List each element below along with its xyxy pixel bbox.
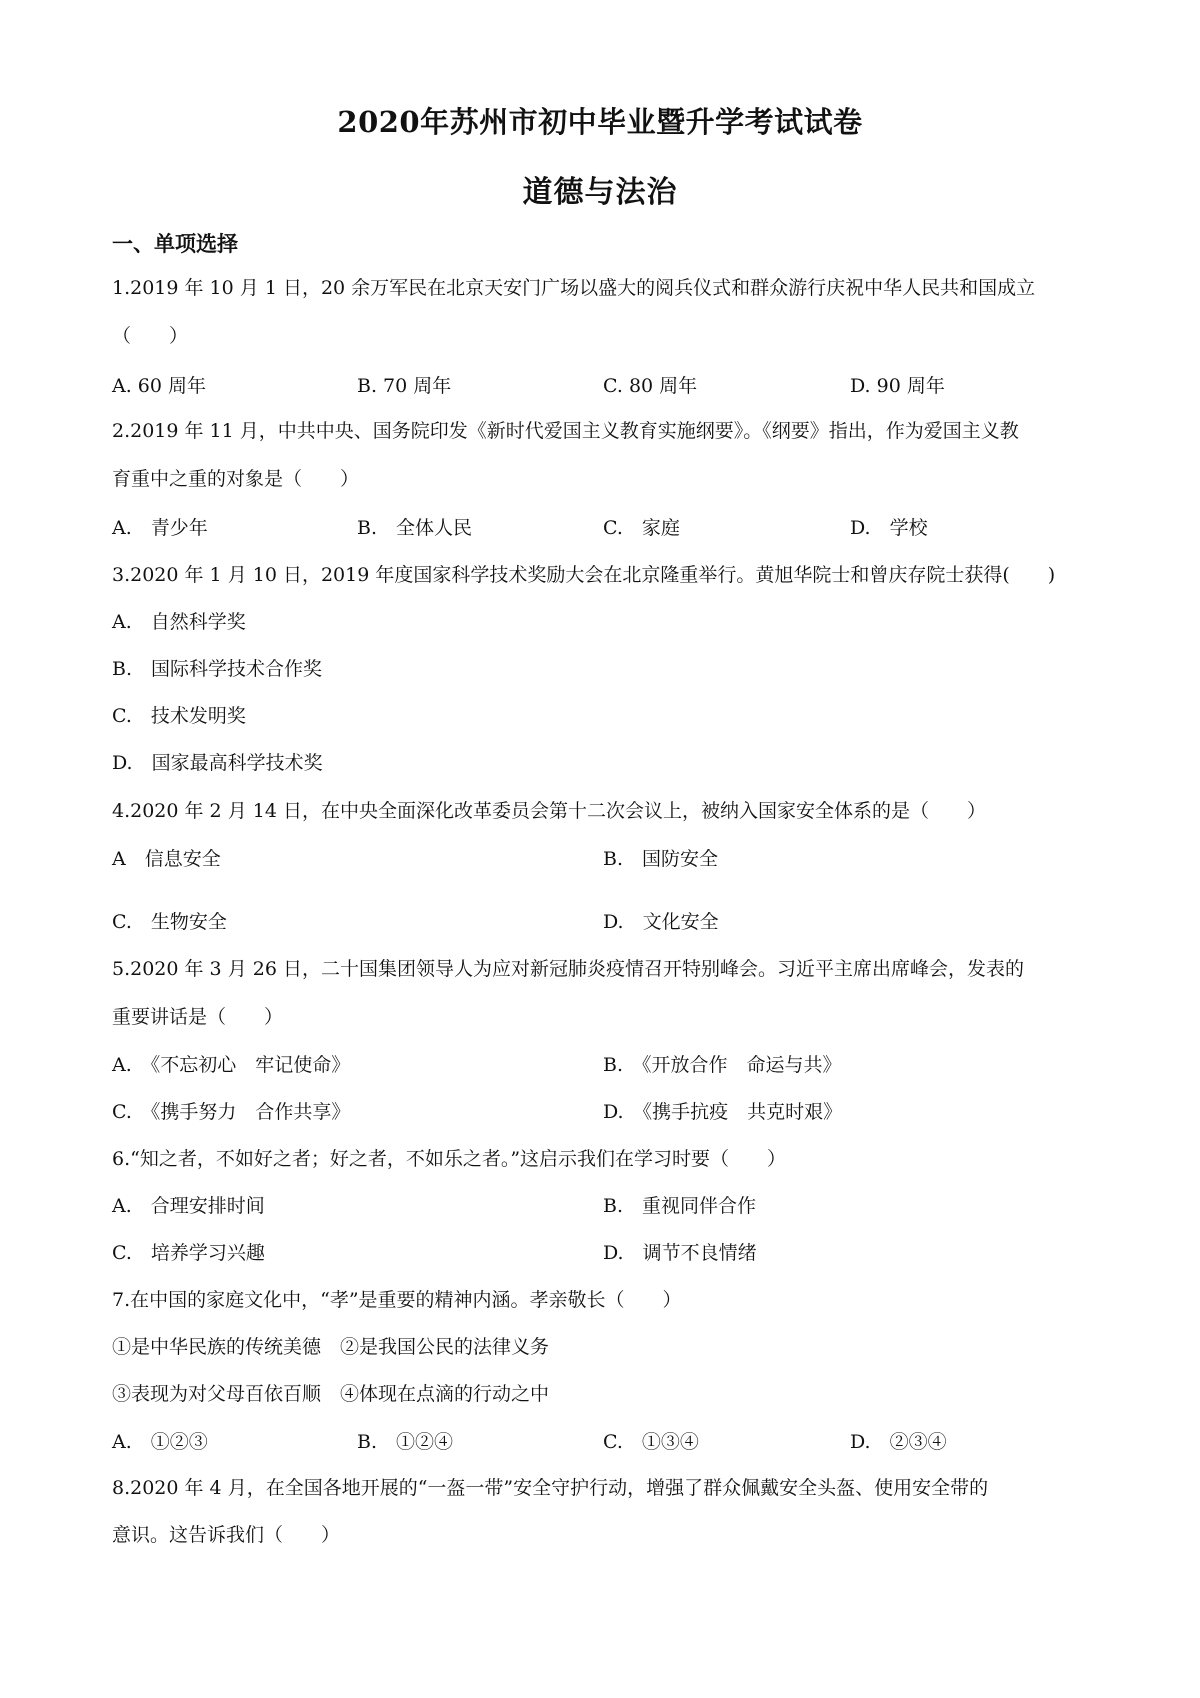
- question-5-option-c: C. 《携手努力 合作共享》: [112, 1101, 351, 1123]
- question-3-option-b: B. 国际科学技术合作奖: [112, 658, 323, 680]
- question-6-stem: 6.“知之者，不如好之者；好之者，不如乐之者。”这启示我们在学习时要（ ）: [112, 1148, 787, 1170]
- question-5-stem-line-2: 重要讲话是（ ）: [112, 1006, 284, 1028]
- question-2-option-d: D. 学校: [850, 517, 928, 539]
- question-1-option-c: C. 80 周年: [603, 375, 698, 397]
- question-8-stem-line-2: 意识。这告诉我们（ ）: [112, 1524, 341, 1546]
- question-2-stem-line-1: 2.2019 年 11 月，中共中央、国务院印发《新时代爱国主义教育实施纲要》。《纲要》指出，作为爱国主义教: [112, 420, 1019, 442]
- question-1-option-d: D. 90 周年: [850, 375, 945, 397]
- exam-title: 2020年苏州市初中毕业暨升学考试试卷: [337, 105, 863, 139]
- question-6-option-d: D. 调节不良情绪: [603, 1242, 757, 1264]
- question-7-option-c: C. ①③④: [603, 1431, 699, 1453]
- question-7-stem-line-1: 7.在中国的家庭文化中，“孝”是重要的精神内涵。孝亲敬长（ ）: [112, 1289, 682, 1311]
- question-3-option-d: D. 国家最高科学技术奖: [112, 752, 323, 774]
- question-5-option-a: A. 《不忘初心 牢记使命》: [112, 1054, 351, 1076]
- question-7-statements-line-2: ③表现为对父母百依百顺 ④体现在点滴的行动之中: [112, 1383, 550, 1405]
- question-4-option-d: D. 文化安全: [603, 911, 719, 933]
- question-1-option-a: A. 60 周年: [112, 375, 207, 397]
- question-8-stem-line-1: 8.2020 年 4 月，在全国各地开展的“一盔一带”安全守护行动，增强了群众佩戴安全头盔、使用安全带的: [112, 1477, 989, 1499]
- question-2-option-c: C. 家庭: [603, 517, 680, 539]
- question-2-option-b: B. 全体人民: [357, 517, 473, 539]
- exam-subject: 道德与法治: [522, 175, 678, 210]
- question-1-option-b: B. 70 周年: [357, 375, 452, 397]
- question-7-option-d: D. ②③④: [850, 1431, 947, 1453]
- question-7-statements-line-1: ①是中华民族的传统美德 ②是我国公民的法律义务: [112, 1336, 550, 1358]
- question-1-stem-line-2: （ ）: [112, 325, 189, 347]
- question-2-option-a: A. 青少年: [112, 517, 208, 539]
- question-5-stem-line-1: 5.2020 年 3 月 26 日，二十国集团领导人为应对新冠肺炎疫情召开特别峰会。习近平主席出席峰会，发表的: [112, 958, 1024, 980]
- question-5-option-d: D. 《携手抗疫 共克时艰》: [603, 1101, 843, 1123]
- section-heading: 一、单项选择: [112, 231, 238, 256]
- question-6-option-b: B. 重视同伴合作: [603, 1195, 757, 1217]
- question-5-option-b: B. 《开放合作 命运与共》: [603, 1054, 842, 1076]
- question-6-option-a: A. 合理安排时间: [112, 1195, 265, 1217]
- question-4-option-b: B. 国防安全: [603, 848, 719, 870]
- question-6-option-c: C. 培养学习兴趣: [112, 1242, 265, 1264]
- question-1-stem-line-1: 1.2019 年 10 月 1 日，20 余万军民在北京天安门广场以盛大的阅兵仪式和群众游行庆祝中华人民共和国成立: [112, 277, 1036, 299]
- question-2-stem-line-2: 育重中之重的对象是（ ）: [112, 468, 360, 490]
- question-7-option-b: B. ①②④: [357, 1431, 454, 1453]
- question-3-option-a: A. 自然科学奖: [112, 611, 246, 633]
- question-4-stem: 4.2020 年 2 月 14 日，在中央全面深化改革委员会第十二次会议上，被纳入国家安全体系的是（ ）: [112, 800, 986, 822]
- question-3-option-c: C. 技术发明奖: [112, 705, 246, 727]
- question-7-option-a: A. ①②③: [112, 1431, 208, 1453]
- question-4-option-c: C. 生物安全: [112, 911, 227, 933]
- question-3-stem: 3.2020 年 1 月 10 日，2019 年度国家科学技术奖励大会在北京隆重举行。黄旭华院士和曾庆存院士获得( ): [112, 564, 1056, 586]
- question-4-option-a: A 信息安全: [112, 848, 221, 870]
